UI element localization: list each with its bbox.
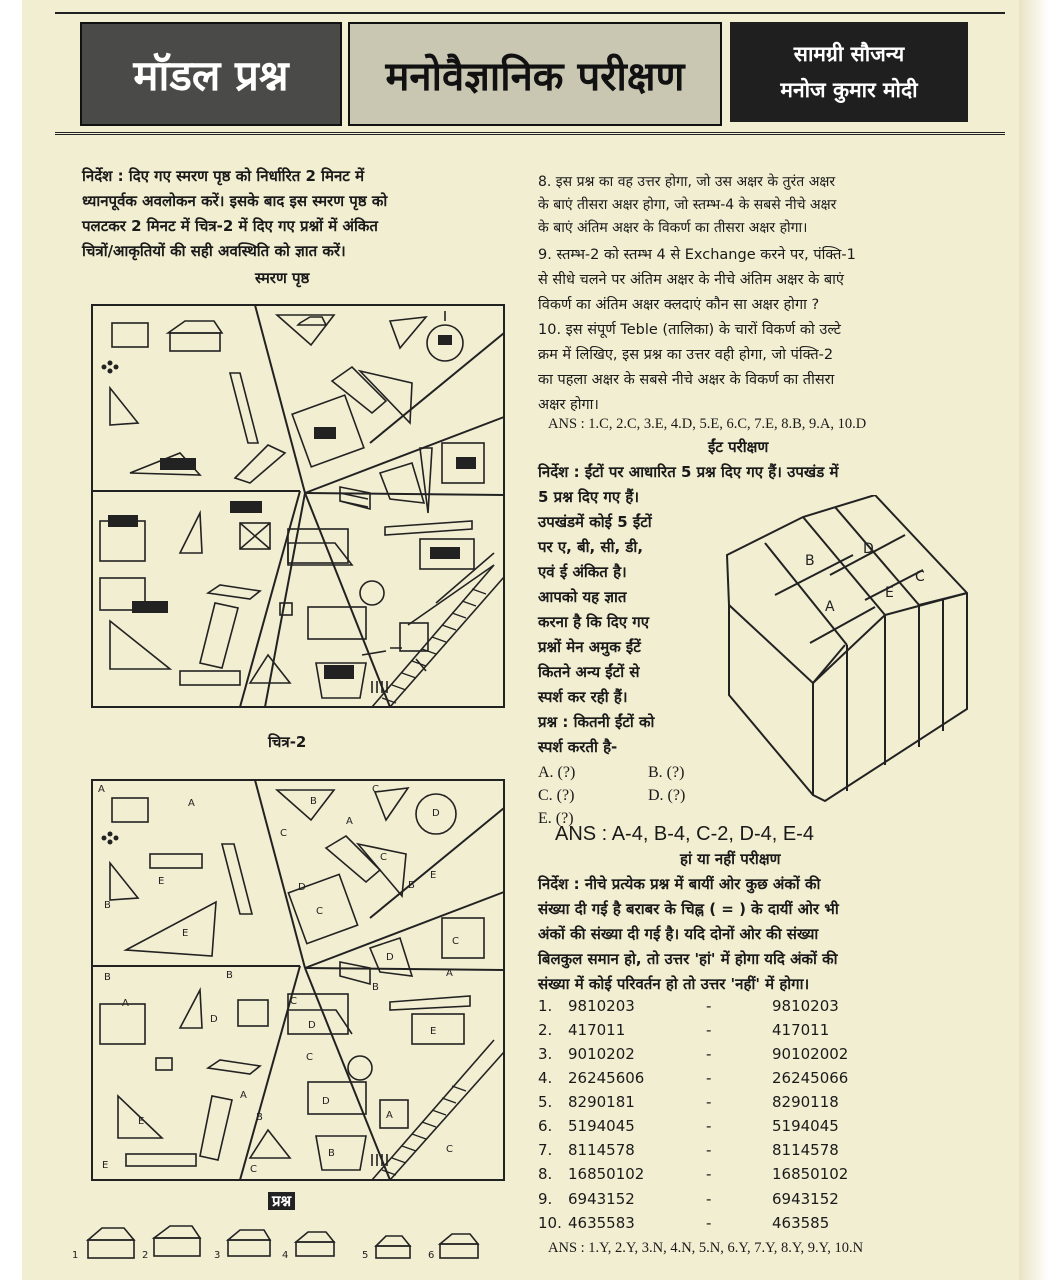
pair-right: 26245066: [772, 1069, 849, 1087]
pair-right: 6943152: [772, 1190, 839, 1208]
house-number-5: 5: [362, 1250, 369, 1261]
brick-instruction-line-1: निर्देश : ईंटों पर आधारित 5 प्रश्न दिए गए हैं। उपखंड में: [538, 463, 839, 481]
q10-line-1: 10. इस संपूर्ण Teble (तालिका) के चारों विकर्ण को उल्टे: [538, 322, 841, 338]
shape-letter-d: D: [386, 952, 394, 963]
q9-line-3: विकर्ण का अंतिम अक्षर क्लदाएं कौन सा अक्षर होगा ?: [538, 297, 820, 313]
model-question-box: [80, 22, 342, 126]
pair-dash: -: [706, 1093, 712, 1111]
pair-number: 9.: [538, 1190, 553, 1208]
house-number-2: 2: [142, 1250, 149, 1261]
shape-letter-c: C: [306, 1052, 313, 1063]
house-options-strip: [68, 1222, 488, 1262]
pair-row-5: [538, 1093, 958, 1115]
yesno-instruction-line-2: संख्या दी गई है बराबर के चिह्न ( = ) के दायीं ओर भी: [538, 900, 839, 918]
shape-letter-b: B: [408, 880, 415, 891]
pair-dash: -: [706, 1069, 712, 1087]
pair-number: 1.: [538, 997, 553, 1015]
pair-dash: -: [706, 1117, 712, 1135]
shape-letter-d: D: [298, 882, 306, 893]
shape-letter-b: B: [104, 972, 111, 983]
q8-line-1: 8. इस प्रश्न का वह उत्तर होगा, जो उस अक्षर के तुरंत अक्षर: [538, 174, 836, 190]
pair-right: 417011: [772, 1021, 830, 1039]
shape-letter-e: E: [138, 1116, 145, 1127]
option-c: C. (?): [538, 787, 575, 804]
shape-letter-d: D: [308, 1020, 316, 1031]
brick-question-line-1: प्रश्न : कितनी ईंटों को: [538, 713, 655, 731]
pair-dash: -: [706, 1021, 712, 1039]
yesno-instruction-line-3: अंकों की संख्या दी गई है। यदि दोनों ओर की संख्या: [538, 925, 819, 943]
brick-label-a: A: [825, 599, 835, 615]
house-number-1: 1: [72, 1250, 79, 1261]
answer-key-1: ANS : 1.C, 2.C, 3.E, 4.D, 5.E, 6.C, 7.E, 8.B, 9.A, 10.D: [548, 416, 867, 432]
pair-number: 10.: [538, 1214, 562, 1232]
shape-letter-c: C: [280, 828, 287, 839]
shape-letter-d: D: [322, 1096, 330, 1107]
pair-row-6: [538, 1117, 958, 1139]
courtesy-box: [730, 22, 968, 122]
page-title: मनोवैज्ञानिक परीक्षण: [385, 53, 685, 100]
pair-row-9: [538, 1190, 958, 1212]
yesno-instruction-line-5: संख्या में कोई परिवर्तन हो तो उत्तर 'नहीं' में होगा।: [538, 975, 810, 993]
pair-right: 16850102: [772, 1165, 849, 1183]
brick-instruction-line-6: आपको यह ज्ञात: [538, 588, 627, 606]
shape-letter-e: E: [430, 870, 437, 881]
instruction-line-2: ध्यानपूर्वक अवलोकन करें। इसके बाद इस स्मरण पृष्ठ को: [82, 192, 388, 210]
brick-label-e: E: [885, 585, 894, 601]
pair-number: 8.: [538, 1165, 553, 1183]
answer-key-3: ANS : 1.Y, 2.Y, 3.N, 4.N, 5.N, 6.Y, 7.Y, 8.Y, 9.Y, 10.N: [548, 1240, 864, 1256]
question-label: प्रश्न: [268, 1192, 295, 1210]
pair-right: 8290118: [772, 1093, 839, 1111]
brick-instruction-line-2: 5 प्रश्न दिए गए हैं।: [538, 488, 640, 506]
shape-letter-a: A: [346, 816, 353, 827]
pair-dash: -: [706, 1141, 712, 1159]
shape-letter-c: C: [372, 784, 379, 795]
shape-letter-d: D: [432, 808, 440, 819]
model-question-label: मॉडल प्रश्न: [133, 50, 289, 100]
pair-right: 90102002: [772, 1045, 849, 1063]
courtesy-label: सामग्री सौजन्य: [793, 42, 905, 66]
instruction-line-1: निर्देश : दिए गए स्मरण पृष्ठ को निर्धारित 2 मिनट में: [82, 167, 365, 185]
brick-label-d: D: [863, 541, 874, 557]
pair-number: 6.: [538, 1117, 553, 1135]
pair-left: 9010202: [568, 1045, 635, 1063]
shape-letter-e: E: [158, 876, 165, 887]
brick-instruction-line-10: स्पर्श कर रही हैं।: [538, 688, 628, 706]
pair-left: 417011: [568, 1021, 626, 1039]
pair-row-4: [538, 1069, 958, 1091]
shape-letter-b: B: [226, 970, 233, 981]
pair-left: 16850102: [568, 1165, 645, 1183]
option-d: D. (?): [648, 787, 686, 804]
q8-line-3: के बाएं अंतिम अक्षर के विकर्ण का तीसरा अक्षर होगा।: [538, 220, 808, 236]
title-box: [348, 22, 722, 126]
q9-line-2: से सीधे चलने पर अंतिम अक्षर के नीचे अंतिम अक्षर के बाएं: [538, 272, 844, 288]
pair-right: 463585: [772, 1214, 830, 1232]
shape-letter-b: B: [310, 796, 317, 807]
pair-right: 8114578: [772, 1141, 839, 1159]
author-name: मनोज कुमार मोदी: [780, 78, 918, 102]
shape-letter-c: C: [452, 936, 459, 947]
shape-letter-a: A: [122, 998, 129, 1009]
pair-left: 26245606: [568, 1069, 645, 1087]
shape-letter-b: B: [104, 900, 111, 911]
pair-row-1: [538, 997, 958, 1019]
brick-instruction-line-3: उपखंडमें कोई 5 ईंटों: [538, 513, 652, 531]
q8-line-2: के बाएं तीसरा अक्षर होगा, जो स्तम्भ-4 के सबसे नीचे अक्षर: [538, 197, 837, 213]
pair-number: 4.: [538, 1069, 553, 1087]
pair-right: 5194045: [772, 1117, 839, 1135]
brick-instruction-line-8: प्रश्नों मेन अमुक ईंटें: [538, 638, 641, 656]
shape-letter-c: C: [446, 1144, 453, 1155]
brick-figure: [715, 495, 973, 807]
pair-dash: -: [706, 1165, 712, 1183]
house-number-6: 6: [428, 1250, 435, 1261]
shape-letter-e: E: [182, 928, 189, 939]
pair-left: 9810203: [568, 997, 635, 1015]
shape-letter-d: D: [210, 1014, 218, 1025]
question-figure: [90, 778, 508, 1182]
shape-letter-a: A: [240, 1090, 247, 1101]
shape-letter-c: C: [316, 906, 323, 917]
memory-page-figure: [90, 303, 508, 711]
brick-question-line-2: स्पर्श करती है-: [538, 738, 618, 756]
yesno-instruction-line-1: निर्देश : नीचे प्रत्येक प्रश्न में बायीं ओर कुछ अंकों की: [538, 875, 821, 893]
brick-instruction-line-7: करना है कि दिए गए: [538, 613, 650, 631]
pair-number: 5.: [538, 1093, 553, 1111]
house-number-4: 4: [282, 1250, 289, 1261]
pair-left: 8290181: [568, 1093, 635, 1111]
pair-row-2: [538, 1021, 958, 1043]
brick-instruction-line-9: कितने अन्य ईंटों से: [538, 663, 640, 681]
pair-dash: -: [706, 1214, 712, 1232]
q10-line-4: अक्षर होगा।: [538, 397, 599, 413]
q10-line-3: का पहला अक्षर के सबसे नीचे अक्षर के विकर्ण का तीसरा: [538, 372, 835, 388]
shape-letter-c: C: [250, 1164, 257, 1175]
shape-letter-e: E: [102, 1160, 109, 1171]
shape-letter-c: C: [380, 852, 387, 863]
pair-number: 7.: [538, 1141, 553, 1159]
brick-instruction-line-5: एवं ई अंकित है।: [538, 563, 627, 581]
shape-letter-c: C: [290, 996, 297, 1007]
pair-left: 5194045: [568, 1117, 635, 1135]
shape-letter-a: A: [98, 784, 105, 795]
memory-page-title: स्मरण पृष्ठ: [255, 269, 310, 287]
q9-line-1: 9. स्तम्भ-2 को स्तम्भ 4 से Exchange करने पर, पंक्ति-1: [538, 247, 856, 263]
right-paper-edge: [1019, 0, 1049, 1280]
pair-left: 6943152: [568, 1190, 635, 1208]
pair-number: 2.: [538, 1021, 553, 1039]
yesno-instruction-line-4: बिलकुल समान हो, तो उत्तर 'हां' में होगा यदि अंकों की: [538, 950, 838, 968]
option-a: A. (?): [538, 764, 576, 781]
shape-letter-a: A: [386, 1110, 393, 1121]
brick-label-b: B: [805, 553, 815, 569]
brick-label-c: C: [915, 569, 925, 585]
shape-letter-a: A: [446, 968, 453, 979]
pair-number: 3.: [538, 1045, 553, 1063]
pair-row-8: [538, 1165, 958, 1187]
pair-dash: -: [706, 997, 712, 1015]
pair-row-10: [538, 1214, 958, 1236]
option-b: B. (?): [648, 764, 685, 781]
left-paper-edge: [0, 0, 22, 1280]
shape-letter-b: B: [328, 1148, 335, 1159]
pair-dash: -: [706, 1045, 712, 1063]
pair-right: 9810203: [772, 997, 839, 1015]
shape-letter-a: A: [188, 798, 195, 809]
figure-2-label: चित्र-2: [268, 733, 307, 751]
pair-dash: -: [706, 1190, 712, 1208]
answer-key-2: ANS : A-4, B-4, C-2, D-4, E-4: [555, 823, 814, 845]
instruction-line-3: पलटकर 2 मिनट में चित्र-2 में दिए गए प्रश्नों में अंकित: [82, 217, 378, 235]
option-e: E. (?): [538, 810, 574, 827]
shape-letter-e: E: [430, 1026, 437, 1037]
house-number-3: 3: [214, 1250, 221, 1261]
pair-left: 8114578: [568, 1141, 635, 1159]
pair-row-3: [538, 1045, 958, 1067]
shape-letter-b: B: [256, 1112, 263, 1123]
shape-letter-b: B: [372, 982, 379, 993]
yes-no-test-title: हां या नहीं परीक्षण: [680, 850, 781, 868]
q10-line-2: क्रम में लिखिए, इस प्रश्न का उत्तर वही होगा, जो पंक्ति-2: [538, 347, 834, 363]
instruction-line-4: चित्रों/आकृतियों की सही अवस्थिति को ज्ञात करें।: [82, 242, 346, 260]
brick-test-title: ईंट परीक्षण: [708, 438, 769, 456]
brick-instruction-line-4: पर ए, बी, सी, डी,: [538, 538, 644, 556]
pair-row-7: [538, 1141, 958, 1163]
pair-left: 4635583: [568, 1214, 635, 1232]
